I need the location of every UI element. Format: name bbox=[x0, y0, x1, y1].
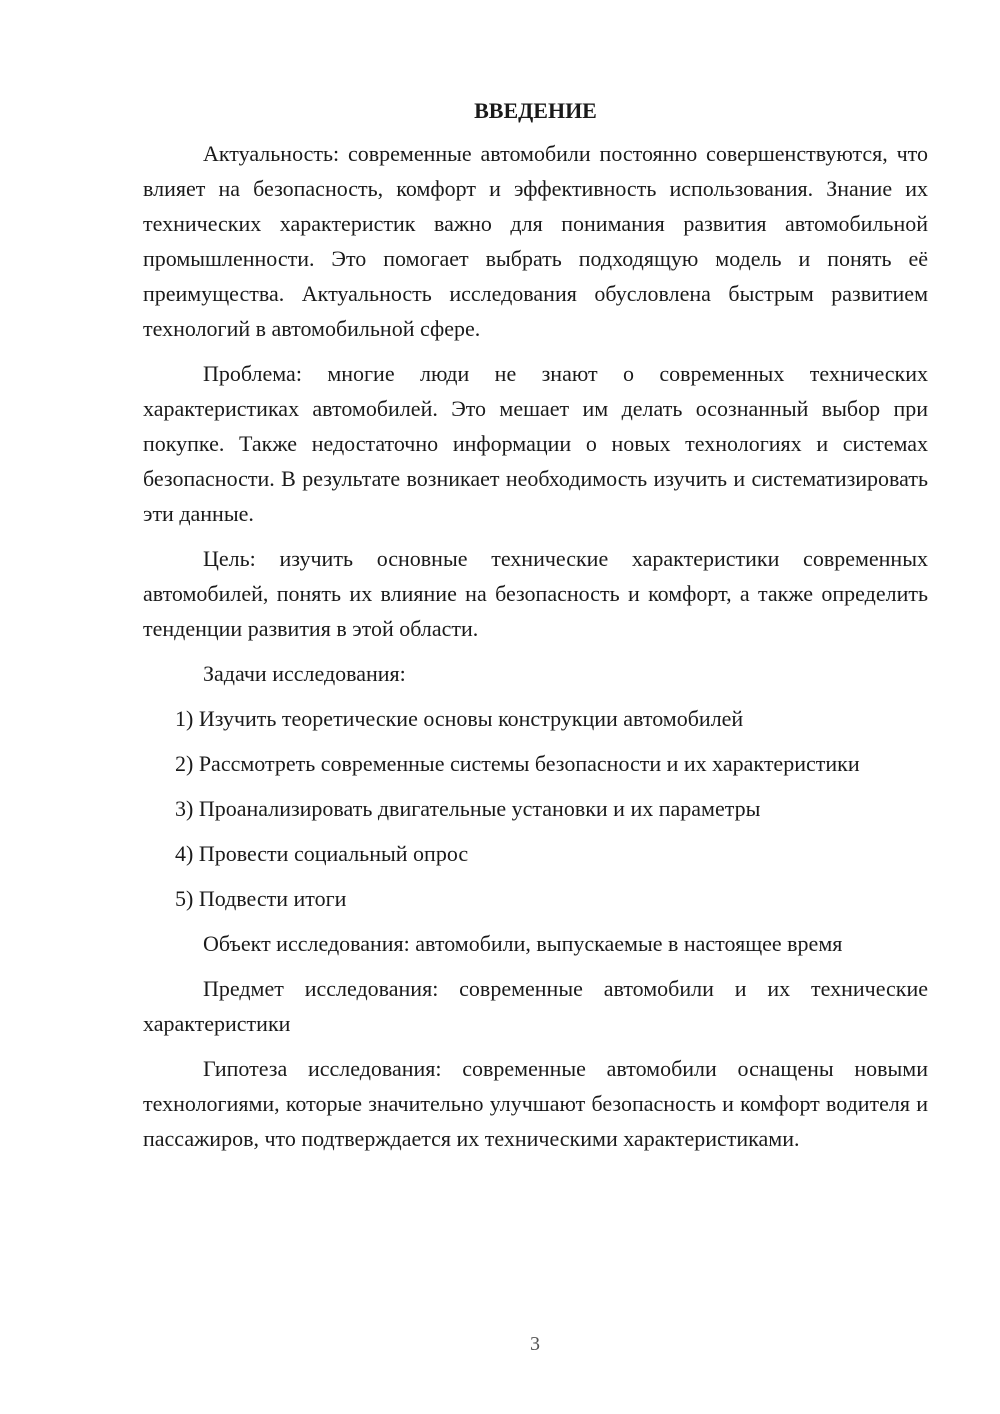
paragraph-goal: Цель: изучить основные технические характеристики современных автомобилей, понять их влияние на безопасность и комфорт, а также определить тенденции развития в этой области. bbox=[143, 546, 928, 641]
document-page bbox=[143, 96, 928, 1166]
tasks-heading: Задачи исследования: bbox=[203, 661, 406, 686]
paragraph-subject: Предмет исследования: современные автомобили и их технические характеристики bbox=[143, 976, 928, 1036]
task-item-2: 2) Рассмотреть современные системы безопасности и их характеристики bbox=[175, 751, 860, 776]
paragraph-relevance: Актуальность: современные автомобили постоянно совершенствуются, что влияет на безопасность, комфорт и эффективность использования. Знание их технических характеристик важно для понимания развития автомобильной промышленности. Это помогает выбрать подходящую модель и понять её преимущества. Актуальность исследования обусловлена быстрым развитием технологий в автомобильной сфере. bbox=[143, 141, 928, 341]
paragraph-hypothesis: Гипотеза исследования: современные автомобили оснащены новыми технологиями, которые значительно улучшают безопасность и комфорт водителя и пассажиров, что подтверждается их техническими характеристиками. bbox=[143, 1056, 928, 1151]
task-item-1: 1) Изучить теоретические основы конструкции автомобилей bbox=[175, 706, 744, 731]
paragraph-problem: Проблема: многие люди не знают о современных технических характеристиках автомобилей. Это мешает им делать осознанный выбор при покупке. Также недостаточно информации о новых технологиях и системах безопасности. В результате возникает необходимость изучить и систематизировать эти данные. bbox=[143, 361, 928, 526]
paragraph-object: Объект исследования: автомобили, выпускаемые в настоящее время bbox=[203, 931, 843, 956]
task-item-5: 5) Подвести итоги bbox=[175, 886, 347, 911]
task-item-3: 3) Проанализировать двигательные установки и их параметры bbox=[175, 796, 761, 821]
section-title: ВВЕДЕНИЕ bbox=[474, 98, 597, 123]
task-item-4: 4) Провести социальный опрос bbox=[175, 841, 469, 866]
page-number: 3 bbox=[530, 1333, 540, 1355]
